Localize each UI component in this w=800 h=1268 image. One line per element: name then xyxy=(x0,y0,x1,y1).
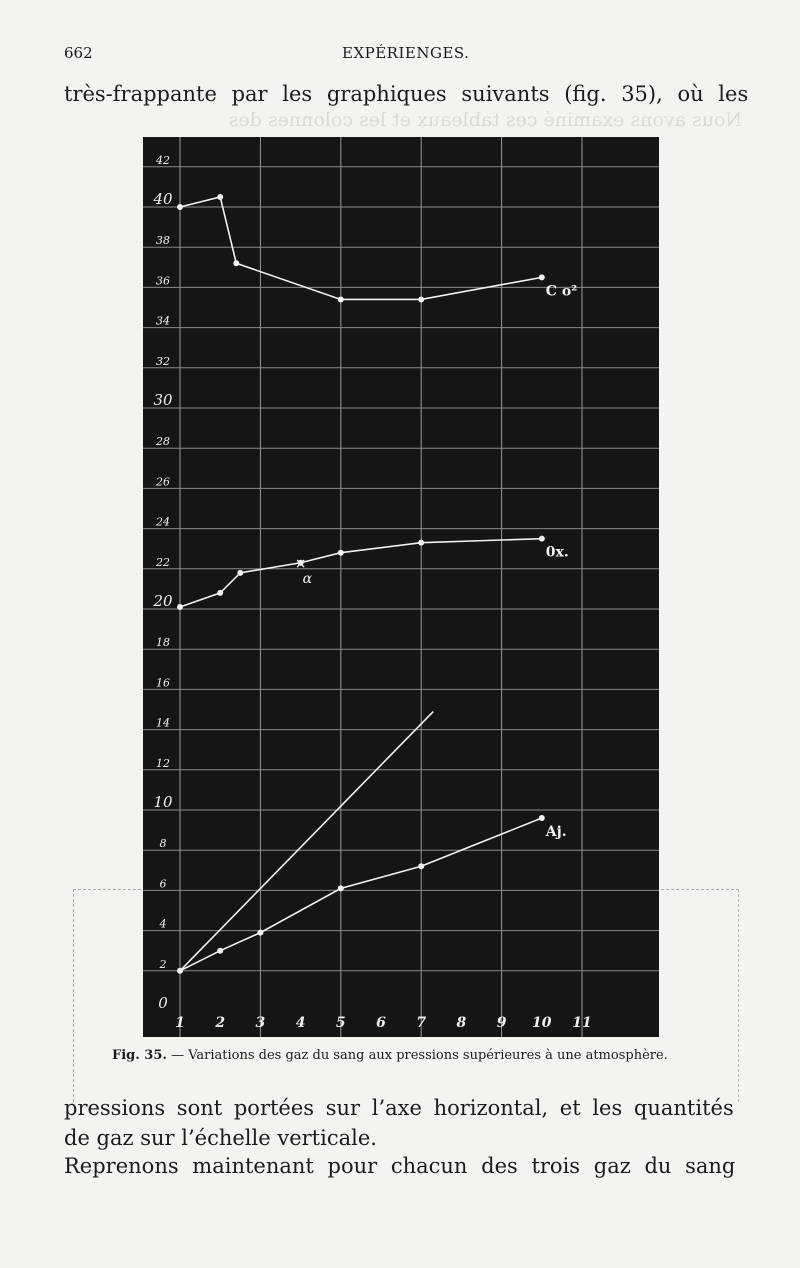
y-tick-label: 34 xyxy=(156,314,170,328)
y-tick-label: 10 xyxy=(153,793,173,811)
x-tick-label: 5 xyxy=(335,1015,346,1031)
data-point xyxy=(418,540,424,546)
y-tick-label: 0 xyxy=(158,994,168,1012)
gas-variation-chart xyxy=(143,137,659,1037)
y-tick-label: 22 xyxy=(156,555,170,569)
series-line-2 xyxy=(180,539,542,607)
data-point xyxy=(217,590,223,596)
series-line-4 xyxy=(180,712,433,971)
running-header xyxy=(64,44,740,68)
data-point xyxy=(539,815,545,821)
x-tick-label: 4 xyxy=(295,1015,306,1031)
data-point xyxy=(217,194,223,200)
chart-grid xyxy=(143,137,659,1037)
show-through-text: Nous avons examiné ces tableaux et les colonnes des xyxy=(228,109,742,131)
series-label: Aj. xyxy=(545,824,567,841)
data-point xyxy=(233,260,239,266)
y-tick-label: 40 xyxy=(153,190,173,208)
y-tick-label: 18 xyxy=(156,636,170,650)
y-tick-label: 26 xyxy=(156,475,170,489)
running-head: EXPÉRIENGES. xyxy=(342,44,470,62)
data-point xyxy=(418,296,424,302)
data-point xyxy=(177,204,183,210)
annotation-label: α xyxy=(302,570,313,587)
x-tick-label: 3 xyxy=(255,1015,266,1031)
x-tick-label: 8 xyxy=(456,1015,467,1031)
x-tick-label: 10 xyxy=(532,1015,552,1031)
y-tick-label: 2 xyxy=(159,957,167,971)
y-tick-label: 6 xyxy=(159,877,167,891)
x-tick-label: 6 xyxy=(376,1015,386,1031)
chart-series xyxy=(177,194,545,974)
series-label: 0x. xyxy=(545,544,569,561)
page-number: 662 xyxy=(64,44,93,62)
body-text-line: très-frappante par les graphiques suivants (fig. 35), où les xyxy=(64,82,749,106)
y-tick-label: 42 xyxy=(156,153,170,167)
y-tick-label: 14 xyxy=(156,716,170,730)
body-text-line: pressions sont portées sur l’axe horizontal, et les quantités xyxy=(64,1096,734,1120)
chart-labels xyxy=(295,283,578,840)
y-tick-label: 30 xyxy=(153,391,173,409)
data-point xyxy=(338,296,344,302)
y-tick-label: 36 xyxy=(156,274,170,288)
y-tick-label: 38 xyxy=(156,234,170,248)
annotation-marker: × xyxy=(294,555,307,572)
data-point xyxy=(217,948,223,954)
figure-plate xyxy=(143,137,659,1037)
data-point xyxy=(539,536,545,542)
x-tick-label: 11 xyxy=(572,1015,592,1031)
y-tick-label: 16 xyxy=(156,676,170,690)
y-axis-ticks xyxy=(152,154,173,1012)
y-tick-label: 8 xyxy=(159,837,167,851)
y-tick-label: 24 xyxy=(156,515,170,529)
figure-label: Fig. 35. xyxy=(112,1048,167,1063)
series-label: C o² xyxy=(545,283,578,300)
body-text-line: Reprenons maintenant pour chacun des trois gaz du sang xyxy=(64,1154,736,1178)
x-tick-label: 9 xyxy=(496,1015,507,1031)
figure-caption-text: — Variations des gaz du sang aux pressions supérieures à une atmosphère. xyxy=(166,1048,668,1063)
series-line-1 xyxy=(180,197,542,300)
data-point xyxy=(237,570,243,576)
data-point xyxy=(257,930,263,936)
data-point xyxy=(338,885,344,891)
y-tick-label: 4 xyxy=(159,917,167,931)
y-tick-label: 32 xyxy=(156,354,170,368)
data-point xyxy=(418,863,424,869)
data-point xyxy=(338,550,344,556)
data-point xyxy=(539,274,545,280)
body-text-line: de gaz sur l’échelle verticale. xyxy=(64,1126,377,1150)
y-tick-label: 20 xyxy=(153,592,173,610)
x-axis-ticks xyxy=(175,1015,592,1031)
figure-caption xyxy=(112,1048,732,1063)
data-point xyxy=(177,604,183,610)
x-tick-label: 2 xyxy=(215,1015,226,1031)
series-line-3 xyxy=(180,818,542,971)
x-tick-label: 7 xyxy=(416,1015,427,1031)
y-tick-label: 12 xyxy=(156,756,170,770)
x-tick-label: 1 xyxy=(175,1015,185,1031)
y-tick-label: 28 xyxy=(156,435,170,449)
